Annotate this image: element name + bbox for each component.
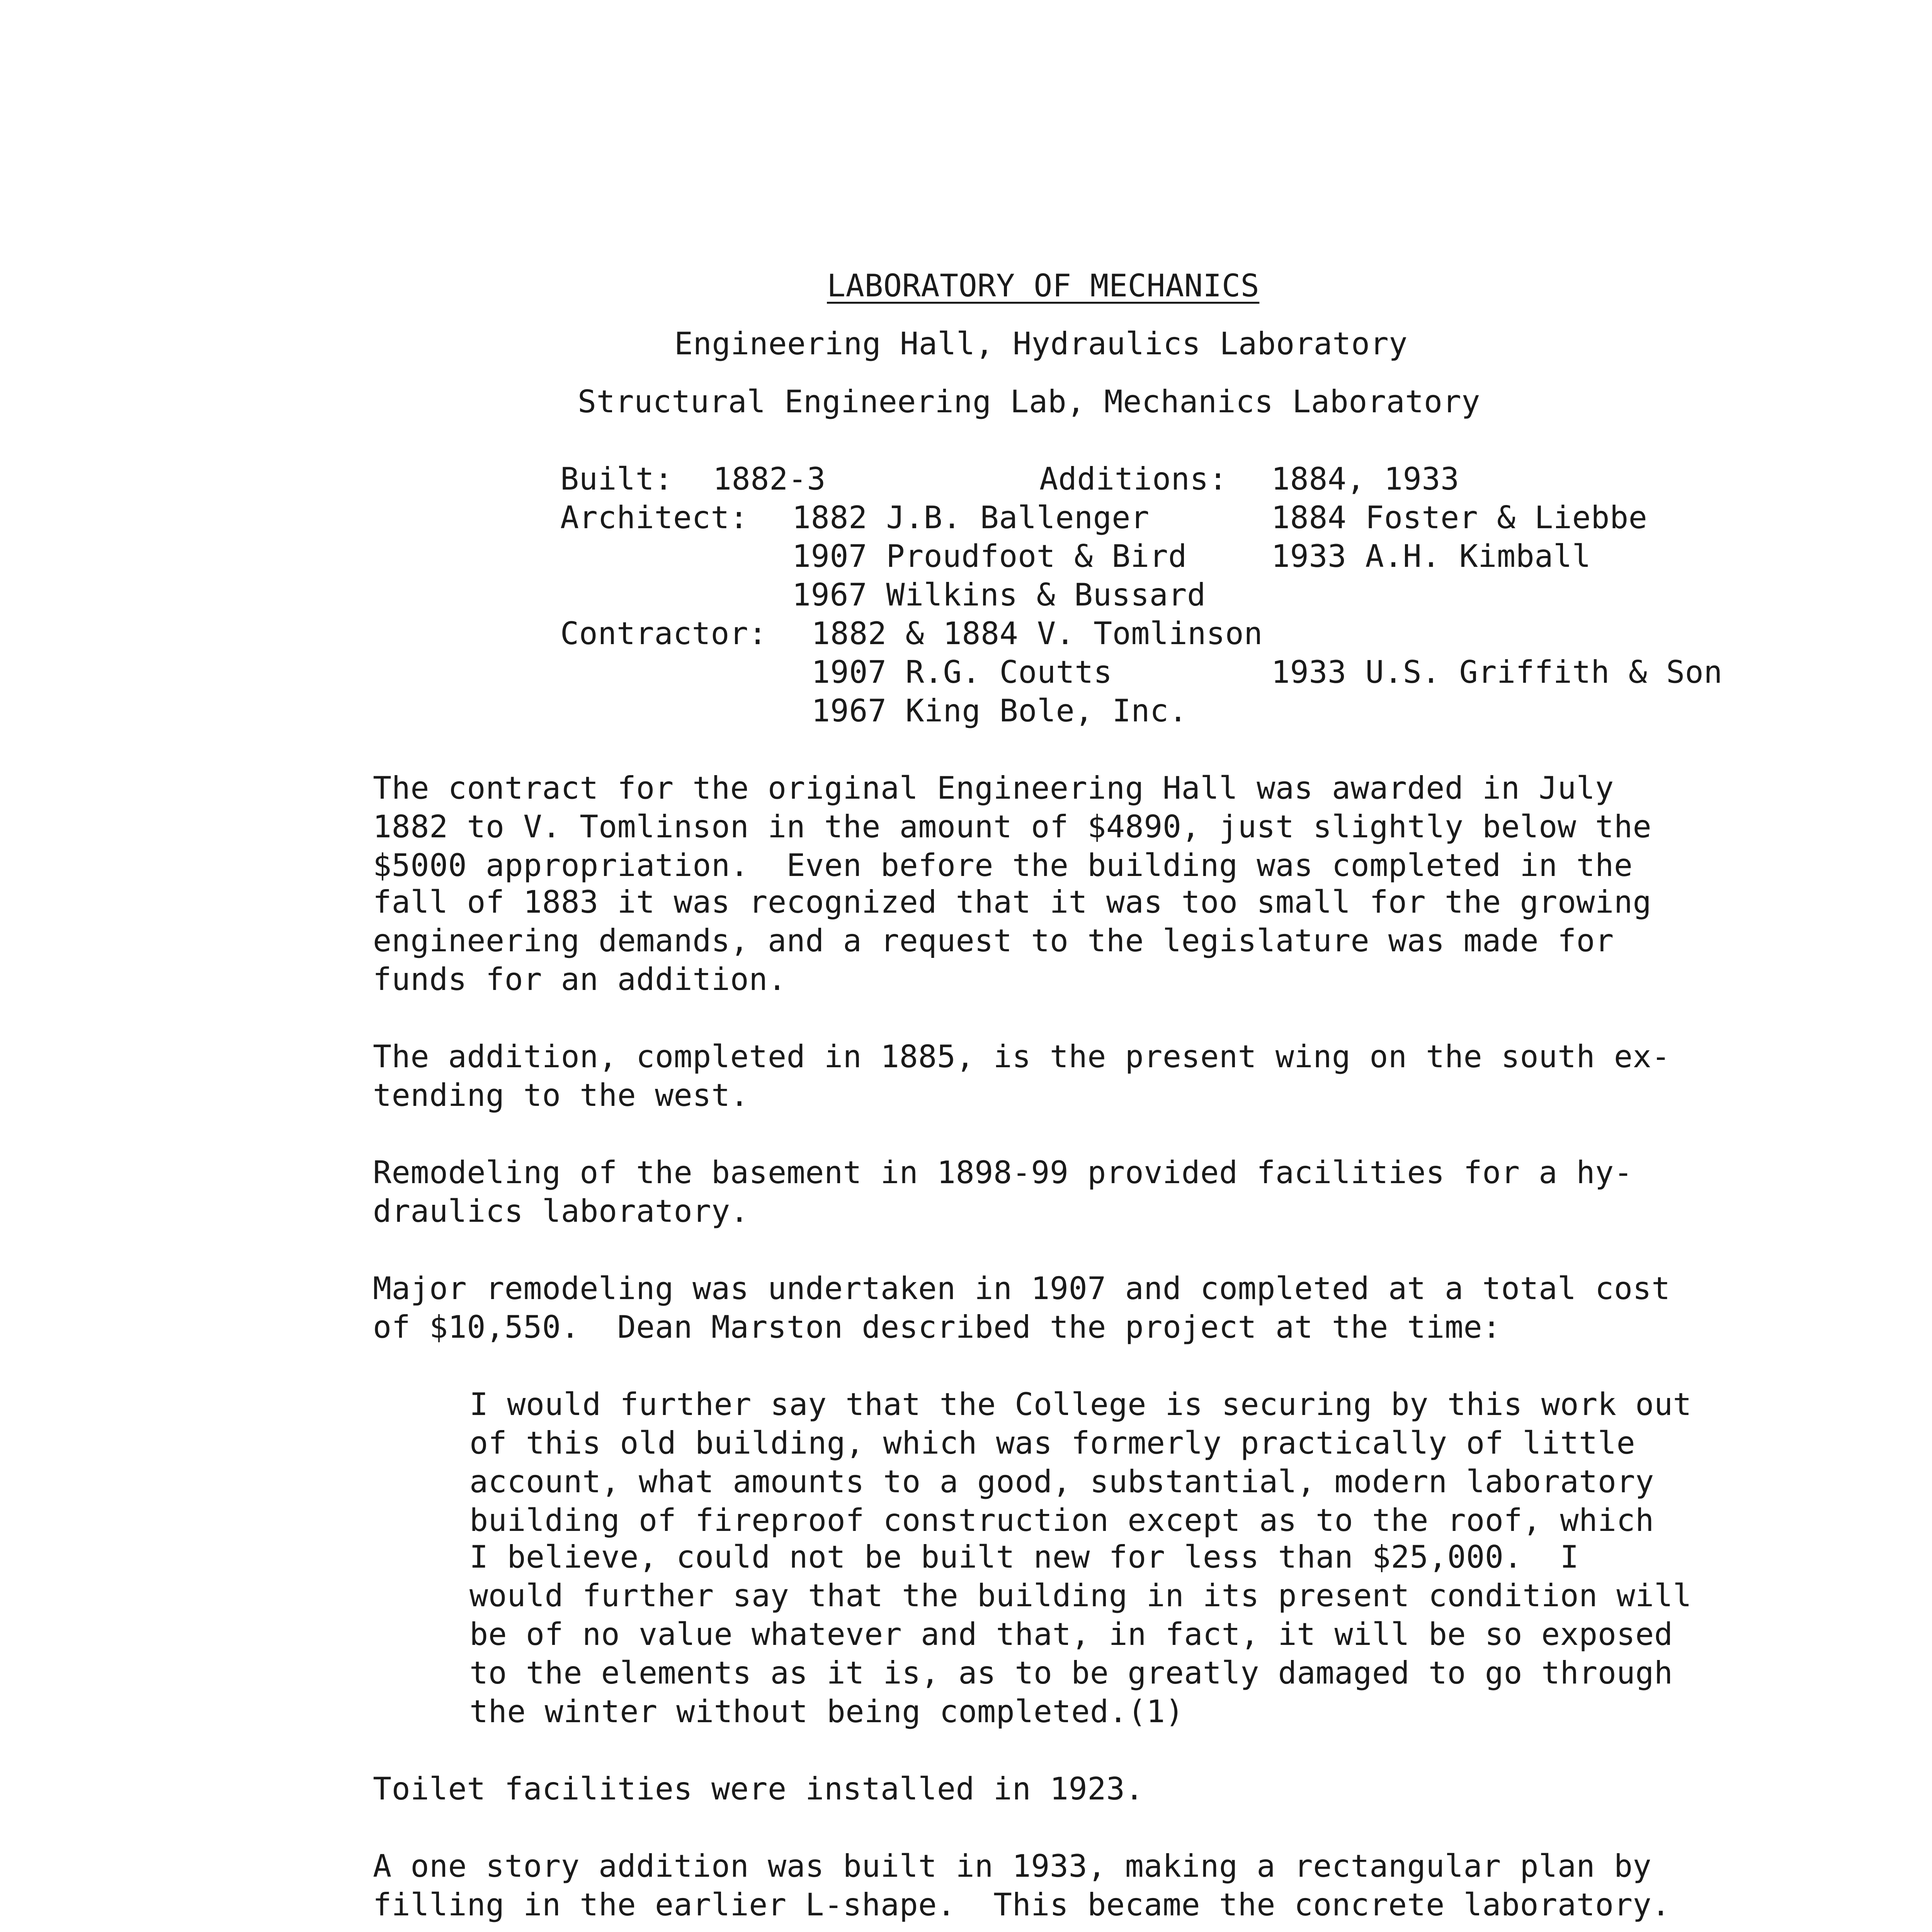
body-text-line: Major remodeling was undertaken in 1907 and completed at a total cost [373, 1270, 1670, 1306]
body-text-line: filling in the earlier L-shape. This became the concrete laboratory. [373, 1887, 1670, 1923]
contractor-label: Contractor: [560, 616, 767, 651]
quote-line: of this old building, which was formerly practically of little [469, 1425, 1636, 1461]
body-text-line: The addition, completed in 1885, is the present wing on the south ex- [373, 1039, 1670, 1075]
quote-line: would further say that the building in its present condition will [469, 1578, 1692, 1614]
body-text-line: draulics laboratory. [373, 1193, 749, 1229]
page-title: LABORATORY OF MECHANICS [827, 268, 1260, 304]
body-text-line: A one story addition was built in 1933, making a rectangular plan by [373, 1848, 1652, 1884]
architect-entry: 1933 A.H. Kimball [1271, 538, 1591, 574]
architect-entry: 1884 Foster & Liebbe [1271, 500, 1648, 536]
body-text-line: tending to the west. [373, 1077, 749, 1113]
quote-line: the winter without being completed.(1) [469, 1694, 1184, 1730]
built-label: Built: [560, 461, 673, 497]
additions-label: Additions: [1039, 461, 1228, 497]
architect-entry: 1907 Proudfoot & Bird [792, 538, 1187, 574]
body-text-line: of $10,550. Dean Marston described the project at the time: [373, 1309, 1501, 1345]
body-text-line: $5000 appropriation. Even before the building was completed in the [373, 847, 1633, 883]
architect-label: Architect: [560, 500, 748, 536]
contractor-entry: 1907 R.G. Coutts [811, 654, 1112, 690]
page-subtitle: Structural Engineering Lab, Mechanics Laboratory [578, 384, 1480, 420]
body-text-line: fall of 1883 it was recognized that it was too small for the growing [373, 884, 1652, 920]
quote-line: be of no value whatever and that, in fact, it will be so exposed [469, 1616, 1673, 1652]
body-text-line: The contract for the original Engineering Hall was awarded in July [373, 770, 1614, 806]
quote-line: building of fireproof construction except as to the roof, which [469, 1502, 1654, 1538]
body-text-line: funds for an addition. [373, 961, 787, 997]
body-text-line: 1882 to V. Tomlinson in the amount of $4890, just slightly below the [373, 809, 1652, 845]
architect-entry: 1967 Wilkins & Bussard [792, 577, 1206, 613]
quote-line: account, what amounts to a good, substantial, modern laboratory [469, 1464, 1654, 1500]
contractor-entry: 1882 & 1884 V. Tomlinson [811, 616, 1263, 651]
contractor-entry: 1967 King Bole, Inc. [811, 693, 1188, 729]
quote-line: to the elements as it is, as to be greatly damaged to go through [469, 1655, 1673, 1691]
body-text-line: Toilet facilities were installed in 1923. [373, 1771, 1144, 1807]
contractor-entry: 1933 U.S. Griffith & Son [1271, 654, 1723, 690]
quote-line: I would further say that the College is securing by this work out [469, 1386, 1692, 1422]
body-text-line: Remodeling of the basement in 1898-99 provided facilities for a hy- [373, 1155, 1633, 1190]
architect-entry: 1882 J.B. Ballenger [792, 500, 1150, 536]
quote-line: I believe, could not be built new for less than $25,000. I [469, 1539, 1579, 1575]
additions-value: 1884, 1933 [1271, 461, 1459, 497]
body-text-line: engineering demands, and a request to the legislature was made for [373, 923, 1614, 959]
page-subtitle: Engineering Hall, Hydraulics Laboratory [674, 326, 1408, 362]
built-value: 1882-3 [713, 461, 826, 497]
